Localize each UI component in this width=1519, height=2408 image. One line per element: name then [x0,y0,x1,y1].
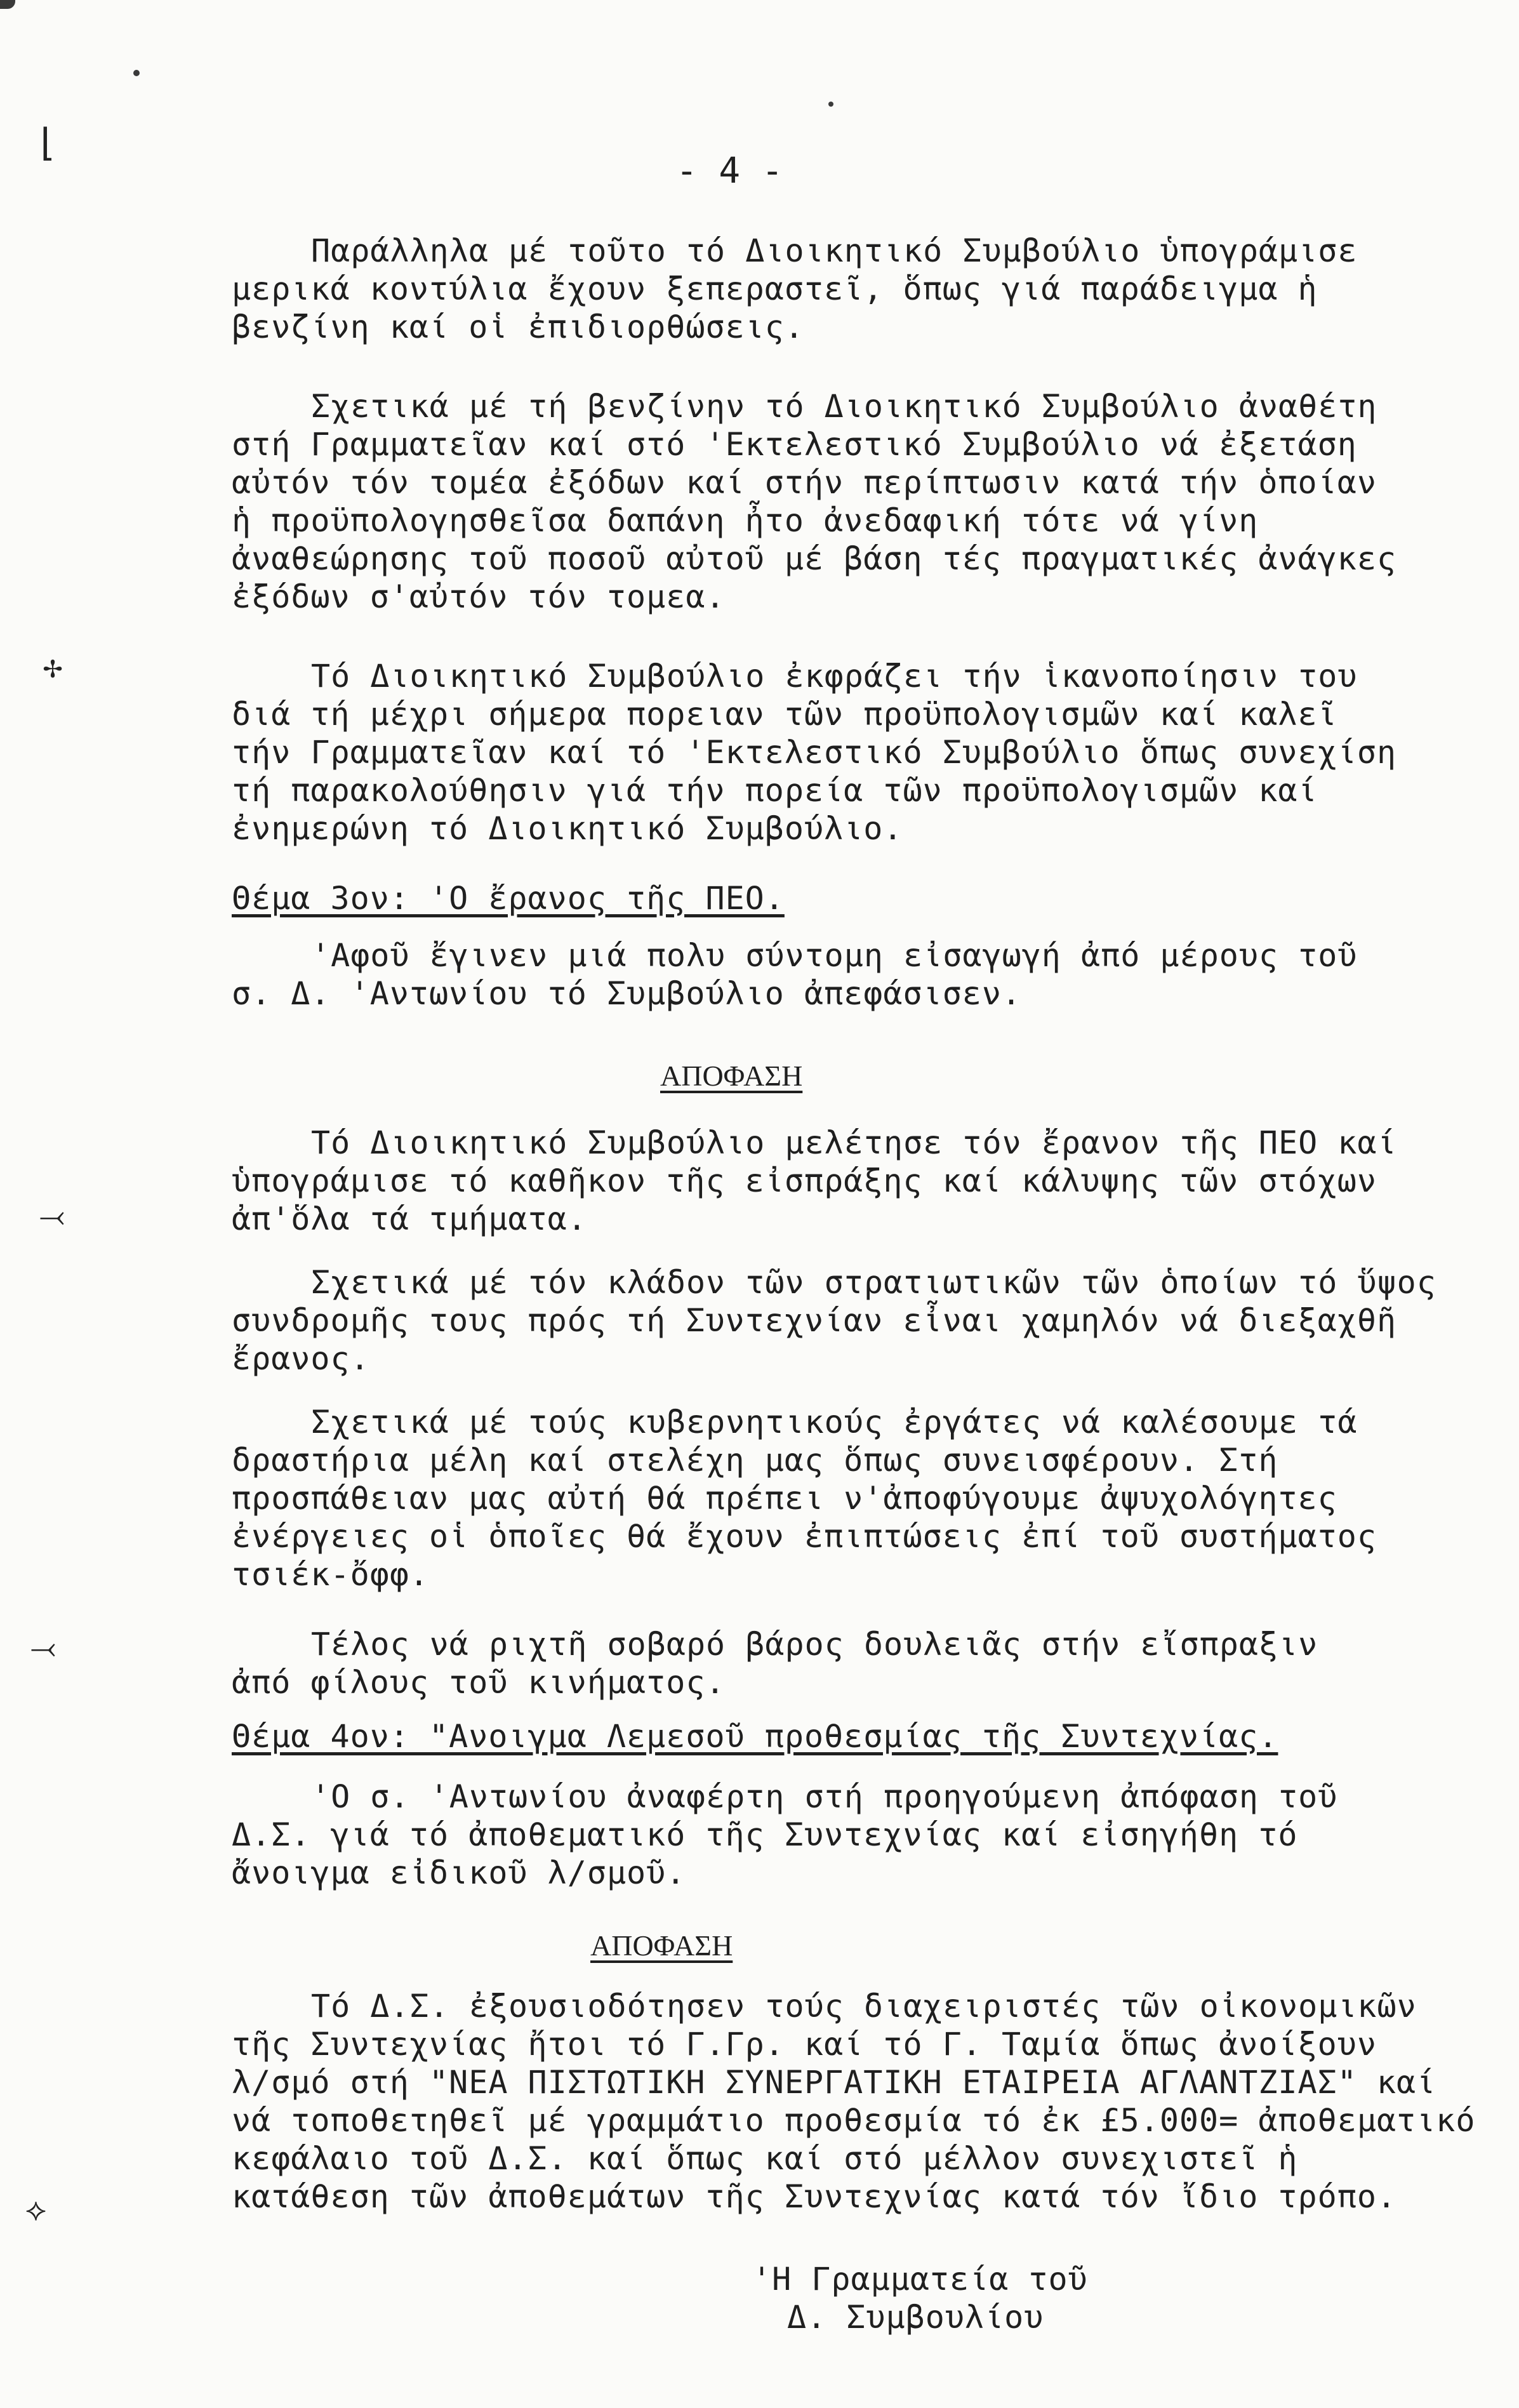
text-line: συνδρομῆς τους πρός τή Συντεχνίαν εἶναι χαμηλόν νά διεξαχθῆ [232,1302,1397,1339]
text-line: τῆς Συντεχνίας ἤτοι τό Γ.Γρ. καί τό Γ. Ταμία ὅπως ἀνοίξουν [232,2026,1377,2063]
text-line: Δ.Σ. γιά τό ἀποθεματικό τῆς Συντεχνίας καί εἰσηγήθη τό [232,1816,1298,1853]
text-line: τήν Γραμματεῖαν καί τό 'Εκτελεστικό Συμβούλιο ὅπως συνεχίση [232,734,1397,771]
binding-hole-3 [0,0,15,9]
text-line: βενζίνη καί οἱ ἐπιδιορθώσεις. [232,309,804,345]
text-line: κατάθεση τῶν ἀποθεμάτων τῆς Συντεχνίας κατά τόν ἴδιο τρόπο. [232,2178,1397,2215]
text-line: Σχετικά μέ τόν κλάδον τῶν στρατιωτικῶν τῶν ὁποίων τό ὕψος [311,1264,1436,1301]
binding-hole-1 [133,70,140,76]
margin-mark-4: ⟡ [25,2191,47,2228]
margin-mark-1: ✢ [43,648,63,685]
text-line: Τό Διοικητικό Συμβούλιο ἐκφράζει τήν ἱκανοποίησιν του [311,658,1358,695]
text-line: Τό Διοικητικό Συμβούλιο μελέτησε τόν ἔρανον τῆς ΠΕΟ καί [311,1124,1397,1161]
text-line: ἐνημερώνη τό Διοικητικό Συμβούλιο. [232,810,903,847]
text-line: κεφάλαιο τοῦ Δ.Σ. καί ὅπως καί στό μέλλον συνεχιστεῖ ἡ [232,2140,1298,2177]
decision-heading: ΑΠΟΦΑΣΗ [660,1060,803,1092]
section-heading: Θέμα 3ον: 'Ο ἔρανος τῆς ΠΕΟ. [232,880,785,917]
text-line: ἀναθεώρησης τοῦ ποσοῦ αὐτοῦ μέ βάση τές πραγματικές ἀνάγκες [232,540,1397,577]
text-line: λ/σμό στή "ΝΕΑ ΠΙΣΤΩΤΙΚΗ ΣΥΝΕΡΓΑΤΙΚΗ ΕΤΑΙΡΕΙΑ ΑΓΛΑΝΤΖΙΑΣ" καί [232,2064,1436,2101]
text-line: 'Ο σ. 'Αντωνίου ἀναφέρτη στή προηγούμενη ἀπόφαση τοῦ [311,1778,1338,1815]
text-line: ἡ προϋπολογησθεῖσα δαπάνη ἦτο ἀνεδαφική τότε νά γίνη [232,502,1259,539]
text-line: ἀπ'ὅλα τά τμήματα. [232,1201,587,1237]
decision-heading: ΑΠΟΦΑΣΗ [590,1929,733,1962]
text-line: ἔρανος. [232,1340,370,1377]
text-line: αὐτόν τόν τομέα ἐξόδων καί στήν περίπτωσιν κατά τήν ὁποίαν [232,464,1377,501]
text-line: Παράλληλα μέ τοῦτο τό Διοικητικό Συμβούλιο ὑπογράμισε [311,232,1358,269]
signature-line-2: Δ. Συμβουλίου [787,2299,1044,2336]
text-line: προσπάθειαν μας αὐτή θά πρέπει ν'ἀποφύγουμε ἀψυχολόγητες [232,1480,1337,1517]
page-number: - 4 - [676,150,783,192]
text-line: στή Γραμματεῖαν καί στό 'Εκτελεστικό Συμβούλιο νά ἐξετάση [232,426,1357,463]
section-heading: Θέμα 4ον: "Ανοιγμα Λεμεσοῦ προθεσμίας τῆς Συντεχνίας. [232,1718,1278,1755]
margin-mark-corner: ⌊ [35,121,58,165]
text-line: Σχετικά μέ τούς κυβερνητικούς ἐργάτες νά καλέσουμε τά [311,1404,1358,1440]
text-line: ἐξόδων σ'αὐτόν τόν τομεα. [232,578,726,615]
text-line: τσιέκ-ὄφφ. [232,1556,430,1593]
text-line: ἀπό φίλους τοῦ κινήματος. [232,1664,726,1701]
text-line: σ. Δ. 'Αντωνίου τό Συμβούλιο ἀπεφάσισεν. [232,975,1022,1012]
text-line: δραστήρια μέλη καί στελέχη μας ὅπως συνεισφέρουν. Στή [232,1442,1278,1479]
binding-hole-2 [828,102,833,107]
margin-mark-2: ⤙ [39,1197,65,1234]
text-line: διά τή μέχρι σήμερα πορειαν τῶν προϋπολογισμῶν καί καλεῖ [232,696,1337,733]
signature-line-1: 'Η Γραμματεία τοῦ [752,2261,1088,2298]
text-line: Τέλος νά ριχτῆ σοβαρό βάρος δουλειᾶς στήν εἴσπραξιν [311,1626,1318,1663]
text-line: ἐνέργειες οἱ ὁποῖες θά ἔχουν ἐπιπτώσεις ἐπί τοῦ συστήματος [232,1518,1377,1555]
text-line: μερικά κοντύλια ἔχουν ξεπεραστεῖ, ὅπως γιά παράδειγμα ἡ [232,270,1318,307]
text-line: τή παρακολούθησιν γιά τήν πορεία τῶν προϋπολογισμῶν καί [232,772,1318,809]
text-line: νά τοποθετηθεῖ μέ γραμμάτιο προθεσμία τό ἐκ £5.000= ἀποθεματικό [232,2102,1476,2139]
text-line: 'Αφοῦ ἔγινεν μιά πολυ σύντομη εἰσαγωγή ἀπό μέρους τοῦ [311,937,1358,974]
text-line: Τό Δ.Σ. ἐξουσιοδότησεν τούς διαχειριστές τῶν οἰκονομικῶν [311,1988,1417,2025]
text-line: ὑπογράμισε τό καθῆκον τῆς εἰσπράξης καί κάλυψης τῶν στόχων [232,1162,1377,1199]
margin-mark-3: ⤙ [30,1629,56,1666]
text-line: Σχετικά μέ τή βενζίνην τό Διοικητικό Συμβούλιο ἀναθέτη [311,388,1377,425]
text-line: ἄνοιγμα εἰδικοῦ λ/σμοῦ. [232,1854,686,1891]
